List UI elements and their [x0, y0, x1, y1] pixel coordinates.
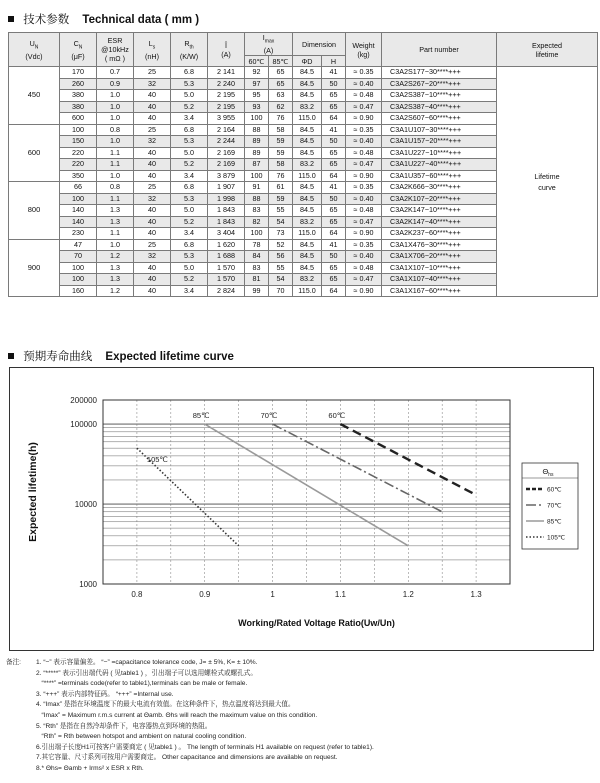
table-cell: 2 169 [208, 147, 245, 159]
table-cell: 1.0 [97, 90, 134, 102]
table-cell: 6.8 [171, 67, 208, 79]
table-cell: 40 [134, 228, 171, 240]
table-cell: 93 [245, 101, 269, 113]
col-capacitance: $C_N$ (μF) [60, 33, 97, 67]
table-cell: ≈ 0.40 [346, 78, 382, 90]
table-cell: 40 [134, 170, 171, 182]
table-cell: 3.4 [171, 228, 208, 240]
table-cell: C3A1X706−20****+++ [382, 251, 497, 263]
table-cell: 1 620 [208, 239, 245, 251]
table-cell: 5.2 [171, 216, 208, 228]
table-cell: 64 [322, 113, 346, 125]
note-line: 3. “+++” 表示内部特征码。 “+++” =Internal use. [36, 690, 174, 698]
col-imax-85: 85℃ [269, 56, 293, 67]
table-cell: 83.2 [293, 101, 322, 113]
table-cell: 32 [134, 251, 171, 263]
x-tick-label: 1.3 [470, 590, 482, 599]
table-cell: C3A2S607−60****+++ [382, 113, 497, 125]
table-cell: 2 169 [208, 159, 245, 171]
table-cell: 1.0 [97, 239, 134, 251]
lifetime-chart [9, 367, 594, 651]
table-cell: 40 [134, 101, 171, 113]
table-cell: 1.1 [97, 147, 134, 159]
table-cell: 52 [269, 239, 293, 251]
table-cell: 88 [245, 124, 269, 136]
table-cell: 3.4 [171, 285, 208, 297]
table-cell: 170 [60, 67, 97, 79]
table-cell: ≈ 0.47 [346, 216, 382, 228]
table-cell: 99 [245, 285, 269, 297]
table-cell: 1 688 [208, 251, 245, 263]
table-cell: 84.5 [293, 251, 322, 263]
table-cell: 84.5 [293, 193, 322, 205]
table-cell: 55 [269, 205, 293, 217]
note-line: 8.* Θhs= Θamb + Irms² x ESR x Rth. [36, 764, 144, 772]
table-cell: 84.5 [293, 136, 322, 148]
table-cell: ≈ 0.90 [346, 170, 382, 182]
table-cell: 5.3 [171, 251, 208, 263]
table-cell: 65 [322, 262, 346, 274]
legend-label-3: 105℃ [547, 534, 566, 542]
table-cell: 3 955 [208, 113, 245, 125]
table-cell: 40 [134, 147, 171, 159]
note-line: 4. “Imax” 是指在环境温度下的最大电流有效值。在这种条件下，热点温度将达到最大值。 [36, 701, 295, 709]
table-cell: 76 [269, 170, 293, 182]
col-inductance: $L_s$ (nH) [134, 33, 171, 67]
table-cell: 115.0 [293, 113, 322, 125]
table-cell: 5.0 [171, 147, 208, 159]
table-cell: 41 [322, 124, 346, 136]
table-cell: 73 [269, 228, 293, 240]
table-cell: 5.0 [171, 262, 208, 274]
technical-data-title: 技术参数 Technical data ( mm ) [8, 11, 199, 27]
table-cell: 1.2 [97, 251, 134, 263]
table-cell: 32 [134, 78, 171, 90]
table-cell: 84.5 [293, 67, 322, 79]
table-cell: 100 [60, 274, 97, 286]
y-tick-label: 10000 [74, 500, 97, 510]
table-cell: 50 [322, 251, 346, 263]
table-cell: ≈ 0.47 [346, 274, 382, 286]
table-cell: 40 [134, 216, 171, 228]
voltage-cell: 800 [9, 182, 60, 240]
series-line-1 [273, 424, 443, 512]
table-cell: 59 [269, 193, 293, 205]
table-cell: 65 [269, 78, 293, 90]
table-cell: 84.5 [293, 78, 322, 90]
table-cell: ≈ 0.48 [346, 205, 382, 217]
table-cell: C3A1X107−40****+++ [382, 274, 497, 286]
table-cell: 91 [245, 182, 269, 194]
series-label-0: 60℃ [328, 411, 346, 421]
table-cell: 55 [269, 262, 293, 274]
table-cell: 47 [60, 239, 97, 251]
table-cell: 5.2 [171, 159, 208, 171]
table-cell: ≈ 0.35 [346, 67, 382, 79]
legend-label-1: 70℃ [547, 502, 562, 510]
table-cell: 2 824 [208, 285, 245, 297]
x-tick-label: 1.1 [334, 590, 346, 599]
table-cell: 2 195 [208, 101, 245, 113]
table-cell: 1 907 [208, 182, 245, 194]
col-expected-lifetime: Expected lifetime [497, 33, 598, 67]
voltage-cell: 450 [9, 67, 60, 125]
bullet-square-icon [8, 353, 14, 359]
table-cell: C3A1U227−10****+++ [382, 147, 497, 159]
col-dimension: Dimension [293, 33, 346, 56]
table-cell: 84.5 [293, 205, 322, 217]
table-cell: 41 [322, 182, 346, 194]
table-cell: 40 [134, 90, 171, 102]
table-cell: 70 [60, 251, 97, 263]
legend-title-sub: hs [548, 472, 554, 478]
col-thermal-resistance: $R_{th}$ (K/W) [171, 33, 208, 67]
table-cell: 40 [134, 159, 171, 171]
x-tick-label: 0.9 [199, 590, 211, 599]
table-cell: 70 [269, 285, 293, 297]
table-cell: 100 [245, 113, 269, 125]
table-cell: 115.0 [293, 170, 322, 182]
table-row [9, 67, 598, 79]
note-line: “****” =terminals code(refer to table1),terminals can be male or female. [41, 680, 248, 688]
table-cell: C3A2S387−40****+++ [382, 101, 497, 113]
x-tick-label: 1 [270, 590, 275, 599]
note-line: 2. “*****” 表示引出端代码 ( 见table1 ) ，引出端子可以选用螺栓式或螺孔式。 [36, 669, 257, 677]
table-cell: ≈ 0.47 [346, 101, 382, 113]
table-cell: 3 404 [208, 228, 245, 240]
legend-label-0: 60℃ [547, 486, 562, 494]
table-cell: 1.1 [97, 228, 134, 240]
table-cell: 87 [245, 159, 269, 171]
table-cell: 380 [60, 90, 97, 102]
note-line: “Imax” = Maximum r.m.s current at Θamb. Θhs will reach the maximum value on this condition. [41, 711, 318, 719]
table-cell: 76 [269, 113, 293, 125]
table-cell: 65 [322, 205, 346, 217]
table-cell: 600 [60, 113, 97, 125]
table-cell: 5.0 [171, 90, 208, 102]
table-cell: C3A2S267−20****+++ [382, 78, 497, 90]
table-cell: 92 [245, 67, 269, 79]
table-cell: 78 [245, 239, 269, 251]
table-cell: C3A1U227−40****+++ [382, 159, 497, 171]
x-tick-label: 0.8 [131, 590, 143, 599]
table-cell: ≈ 0.40 [346, 193, 382, 205]
table-cell: 1 570 [208, 262, 245, 274]
table-cell: 83.2 [293, 216, 322, 228]
table-cell: 5.2 [171, 274, 208, 286]
table-cell: 380 [60, 101, 97, 113]
notes [6, 658, 596, 775]
table-cell: 0.8 [97, 182, 134, 194]
table-cell: 220 [60, 159, 97, 171]
col-imax-60: 60℃ [245, 56, 269, 67]
table-cell: 5.3 [171, 78, 208, 90]
table-cell: 6.8 [171, 124, 208, 136]
table-cell: 58 [269, 159, 293, 171]
x-axis-label: Working/Rated Voltage Ratio(Uw/Un) [238, 618, 395, 628]
col-part-number: Part number [382, 33, 497, 67]
table-cell: C3A2K237−60****+++ [382, 228, 497, 240]
legend-label-2: 85℃ [547, 518, 562, 526]
table-cell: 350 [60, 170, 97, 182]
table-cell: 63 [269, 90, 293, 102]
table-cell: 64 [322, 285, 346, 297]
table-cell: 1.0 [97, 136, 134, 148]
table-cell: 160 [60, 285, 97, 297]
table-cell: 83 [245, 262, 269, 274]
table-cell: 100 [60, 193, 97, 205]
table-cell: 50 [322, 193, 346, 205]
table-cell: 62 [269, 101, 293, 113]
table-cell: 115.0 [293, 285, 322, 297]
table-cell: 65 [322, 159, 346, 171]
table-cell: 65 [269, 67, 293, 79]
series-label-2: 85℃ [192, 411, 210, 421]
table-cell: 89 [245, 136, 269, 148]
table-cell: ≈ 0.40 [346, 251, 382, 263]
series-label-1: 70℃ [260, 411, 278, 421]
table-cell: 32 [134, 193, 171, 205]
table-cell: 65 [322, 90, 346, 102]
voltage-cell: 900 [9, 239, 60, 297]
table-cell: C3A2S387−10****+++ [382, 90, 497, 102]
table-cell: 84.5 [293, 239, 322, 251]
legend-title-main: Θ [542, 467, 549, 476]
technical-data-table [8, 32, 598, 297]
table-cell: 54 [269, 216, 293, 228]
table-cell: 64 [322, 228, 346, 240]
table-cell: 1.0 [97, 170, 134, 182]
table-cell: 1.3 [97, 262, 134, 274]
table-cell: C3A2S177−30****+++ [382, 67, 497, 79]
table-cell: 65 [322, 101, 346, 113]
table-cell: 81 [245, 274, 269, 286]
table-cell: 140 [60, 216, 97, 228]
note-line: 6.引出端子长度H1可按客户需要商定 ( 见table1 ) 。 The length of terminals H1 available on request (refer to table1). [36, 743, 374, 751]
table-cell: C3A1X107−10****+++ [382, 262, 497, 274]
table-cell: ≈ 0.48 [346, 90, 382, 102]
table-cell: 220 [60, 147, 97, 159]
table-cell: 84.5 [293, 124, 322, 136]
table-cell: 58 [269, 124, 293, 136]
table-cell: 65 [322, 274, 346, 286]
table-cell: 1 998 [208, 193, 245, 205]
table-cell: 59 [269, 147, 293, 159]
table-cell: C3A1U157−20****+++ [382, 136, 497, 148]
note-line: 备注: 1. “−” 表示容量偏差。 “−” =capacitance tolerance code, J= ± 5%, K= ± 10%. [6, 659, 258, 666]
table-cell: 0.8 [97, 124, 134, 136]
table-cell: 140 [60, 205, 97, 217]
table-cell: 66 [60, 182, 97, 194]
table-cell: C3A2K107−20****+++ [382, 193, 497, 205]
y-tick-label: 200000 [70, 396, 97, 405]
table-cell: 1 843 [208, 216, 245, 228]
table-cell: 65 [322, 216, 346, 228]
lifetime-curve-title: 预期寿命曲线 Expected lifetime curve [8, 348, 234, 364]
note-line: 5. “Rth” 是指在自然冷却条件下，电容器热点到环境的热阻。 [36, 722, 212, 730]
table-cell: 5.0 [171, 205, 208, 217]
table-cell: 84.5 [293, 182, 322, 194]
table-cell: 88 [245, 193, 269, 205]
table-cell: C3A1X167−60****+++ [382, 285, 497, 297]
table-cell: 230 [60, 228, 97, 240]
table-cell: 95 [245, 90, 269, 102]
table-cell: ≈ 0.40 [346, 136, 382, 148]
table-cell: 41 [322, 67, 346, 79]
table-cell: 100 [245, 228, 269, 240]
table-cell: 100 [245, 170, 269, 182]
y-tick-label: 100000 [70, 420, 97, 430]
table-cell: ≈ 0.90 [346, 113, 382, 125]
col-dim-d: ΦD [293, 56, 322, 67]
table-cell: C3A2K147−40****+++ [382, 216, 497, 228]
table-cell: 61 [269, 182, 293, 194]
table-cell: 50 [322, 136, 346, 148]
table-cell: 83 [245, 205, 269, 217]
table-cell: 40 [134, 285, 171, 297]
table-cell: 56 [269, 251, 293, 263]
lifetime-chart-svg [10, 368, 593, 650]
table-cell: 1.0 [97, 113, 134, 125]
table-cell: 1 570 [208, 274, 245, 286]
table-cell: 83.2 [293, 159, 322, 171]
table-cell: 84.5 [293, 262, 322, 274]
table-cell: C3A1X476−30****+++ [382, 239, 497, 251]
lifetime-cell: Lifetime curve [497, 67, 598, 297]
table-cell: 0.9 [97, 78, 134, 90]
table-cell: ≈ 0.48 [346, 147, 382, 159]
table-cell: C3A1U357−60****+++ [382, 170, 497, 182]
table-cell: 1 843 [208, 205, 245, 217]
table-cell: 1.3 [97, 216, 134, 228]
table-cell: 84.5 [293, 147, 322, 159]
table-cell: 115.0 [293, 228, 322, 240]
table-cell: 100 [60, 124, 97, 136]
table-cell: ≈ 0.35 [346, 124, 382, 136]
table-cell: 1.3 [97, 205, 134, 217]
table-cell: 25 [134, 182, 171, 194]
table-cell: 32 [134, 136, 171, 148]
table-cell: 65 [322, 147, 346, 159]
table-cell: 50 [322, 78, 346, 90]
table-cell: 5.3 [171, 193, 208, 205]
series-label-3: 105℃ [146, 455, 168, 465]
y-tick-label: 1000 [79, 580, 97, 589]
x-tick-label: 1.2 [402, 590, 414, 599]
table-cell: 6.8 [171, 182, 208, 194]
table-cell: 84 [245, 251, 269, 263]
table-cell: C3A2K147−10****+++ [382, 205, 497, 217]
table-cell: 260 [60, 78, 97, 90]
table-cell: 2 195 [208, 90, 245, 102]
table-cell: ≈ 0.48 [346, 262, 382, 274]
table-cell: 64 [322, 170, 346, 182]
table-cell: 41 [322, 239, 346, 251]
table-cell: 40 [134, 262, 171, 274]
table-cell: 150 [60, 136, 97, 148]
table-cell: C3A2K666−30****+++ [382, 182, 497, 194]
table-cell: 40 [134, 205, 171, 217]
table-cell: ≈ 0.90 [346, 285, 382, 297]
table-cell: ≈ 0.35 [346, 239, 382, 251]
table-cell: 25 [134, 124, 171, 136]
col-peak-current: Î (A) [208, 33, 245, 67]
table-cell: 1.1 [97, 193, 134, 205]
table-cell: 2 244 [208, 136, 245, 148]
table-cell: 2 240 [208, 78, 245, 90]
table-cell: ≈ 0.90 [346, 228, 382, 240]
table-cell: 25 [134, 67, 171, 79]
bullet-square-icon [8, 16, 14, 22]
col-esr: ESR @10kHz ( mΩ ) [97, 33, 134, 67]
table-cell: C3A1U107−30****+++ [382, 124, 497, 136]
table-cell: 59 [269, 136, 293, 148]
table-cell: ≈ 0.35 [346, 182, 382, 194]
col-dim-h: H [322, 56, 346, 67]
note-line: 7.其它容量、尺寸系列可按用户需要商定。 Other capacitance and dimensions are available on request. [36, 754, 338, 762]
table-cell: 1.1 [97, 159, 134, 171]
table-cell: 0.7 [97, 67, 134, 79]
table-cell: 25 [134, 239, 171, 251]
table-cell: 1.2 [97, 285, 134, 297]
table-cell: 97 [245, 78, 269, 90]
col-weight: Weight (kg) [346, 33, 382, 67]
table-cell: 40 [134, 113, 171, 125]
table-cell: 2 164 [208, 124, 245, 136]
table-cell: 3 879 [208, 170, 245, 182]
table-cell: 1.3 [97, 274, 134, 286]
col-voltage: $U_N$ (Vdc) [9, 33, 60, 67]
table-cell: 2 141 [208, 67, 245, 79]
voltage-cell: 600 [9, 124, 60, 182]
note-line: “Rth” = Rth between hotspot and ambient on natural cooling condition. [41, 733, 247, 741]
table-cell: 83.2 [293, 274, 322, 286]
table-cell: 100 [60, 262, 97, 274]
table-cell: 1.0 [97, 101, 134, 113]
table-cell: 40 [134, 274, 171, 286]
table-cell: 5.2 [171, 101, 208, 113]
table-cell: 5.3 [171, 136, 208, 148]
table-cell: ≈ 0.47 [346, 159, 382, 171]
y-axis-label: Expected lifetime(h) [27, 442, 39, 542]
table-cell: 6.8 [171, 239, 208, 251]
table-cell: 84.5 [293, 90, 322, 102]
table-cell: 3.4 [171, 113, 208, 125]
table-cell: 54 [269, 274, 293, 286]
table-cell: 89 [245, 147, 269, 159]
col-imax: $I_{max}$ (A) [245, 33, 293, 56]
table-cell: 82 [245, 216, 269, 228]
table-cell: 3.4 [171, 170, 208, 182]
